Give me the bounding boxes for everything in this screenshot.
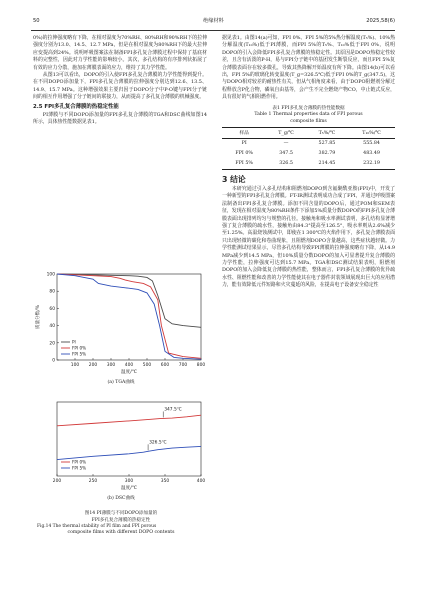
x-tick-label: 300: [124, 479, 134, 484]
table-row: [222, 139, 395, 149]
table-cell: 382.79: [318, 151, 336, 157]
x-tick-label: 200: [88, 363, 98, 368]
x-tick-label: 100: [70, 363, 80, 368]
header-rule: [31, 30, 395, 31]
thermal-table: [222, 127, 395, 169]
annotation-label: 347.5℃: [164, 407, 182, 413]
paragraph-thermal: PI薄膜与不同DOPO添加量的FPI多孔复合薄膜的TGA和DSC曲线如图14所示，具体热性能数据见表1。: [33, 112, 207, 126]
table-header-cell: T₅%/℃: [306, 128, 348, 139]
table-caption: [222, 106, 395, 126]
table-caption-en-2: composite films: [290, 118, 327, 124]
table-row: [222, 149, 395, 159]
table-cell: 555.84: [363, 141, 380, 147]
dsc-caption: (b) DSC曲线: [107, 496, 135, 501]
table-cell: 527.85: [318, 141, 336, 147]
table-cell: FPI 5%: [222, 159, 266, 169]
x-tick-label: 400: [196, 479, 206, 484]
x-tick-label: 700: [178, 363, 188, 368]
series-line-PI: [57, 274, 201, 327]
page-number: 50: [33, 18, 40, 24]
intro-paragraph: 0%)的拉伸强度略有下降，在相对湿度为70%RH、80%RH和90%RH下的拉伸强度分别为13.0、14.5、12.7 MPa，但是在相对湿度为80%RH下的最大拉伸应变提高到24%。说明呼吸图案法在制备FPI多孔复合薄膜过程中保持了基底材料的完整性，因此对力学性能的影响较小。其次，多孔结构的有序排列状拓展了有效的应力分散，施加在薄膜表面的应力，维持了其力学性能。: [33, 35, 207, 71]
y-axis-label: 质量分数/%: [36, 304, 41, 330]
table-cell: 326.5: [266, 159, 305, 169]
table-cell: FPI 0%: [235, 151, 253, 157]
x-axis-label: 温度/℃: [121, 486, 137, 491]
journal-title: 绝缘材料: [203, 18, 224, 24]
table-cell: 214.45: [306, 159, 348, 169]
x-tick-label: 600: [160, 363, 170, 368]
table-cell: —: [283, 141, 289, 147]
x-tick-label: 400: [124, 363, 134, 368]
x-tick-label: 800: [196, 363, 206, 368]
table-header-cell: T₁₀%/℃: [348, 128, 395, 139]
right-column: [222, 35, 395, 290]
paragraph-analysis: 据见表1。由图14(a)可知，FPI 0%、FPI 5%的5%热分解温度(T₅%)、10%热分解温度(T₁₀%)低于PI薄膜，而FPI 5%的T₅%、T₁₀%低于FPI 0%，说明DOPO的引入会降低FPI多孔复合薄膜的热稳定性。其原因是DOPO热稳定性较差，且含有活泼的P-H，易与FPI分子链中的基团发生断裂反应，而且FPI 5%复合薄膜表面存在较多微孔，导致其热降解开始温度有所下降。由图14(b)可以看出，FPI 5%的玻璃化转变温度(T_g=326.5℃)低于FPI 0%的T_g(347.5)，这与DOPO相对较差的耐热性有关，但从气相角度来看，由于DOPO阻燃剂分解过程释放含P化合物，磷氧自由基等，会产生不完全燃烧产物CO，中止链式反应，具有很好的气相阻燃作用。: [222, 35, 395, 101]
figure-caption-cn-1: 图14 PI薄膜与不同DOPO添加量的: [84, 511, 158, 516]
x-tick-label: 500: [142, 363, 152, 368]
conclusion-paragraph: 本研究通过引入多孔结构和阻燃剂DOPO到含氟聚酰亚胺(FPI)中，开发了一种新型的FPI多孔复合薄膜。FT-IR测试表明成功合成了FPI，并通过呼吸图案法制备出FPI多孔复合薄膜。添加不同含量的DOPO后，通过POM和SEM表征，发现在相对湿度为80%RH条件下添加5%质量分数DOPO的FPI多孔复合薄膜表面出现排列均匀与规整的孔径。接触角和吸水率测试表明，多孔结构显著增强了复合薄膜的疏水性，接触角由84.3°提高至126.5°，吸水率则从2.6%减少至1.25%。高温烧蚀测试中，即使在1 300℃的火焰作用下，多孔复合薄膜表面只出现轻微的碳化和卷曲现象，且阻燃剂DOPO含量越高，这些症状越轻微。力学性能测试结果显示，尽管多孔结构导致FPI薄膜的拉伸强度略有下降，从14.9 MPa减少到14.5 MPa，但10%质量分数DOPO的加入可显著提升复合薄膜的力学性能，拉伸强度可达到15.7 MPa。TGA和DSC测试结果表明，阻燃剂DOPO的加入会降低复合薄膜的热性能，整体而言，FPI多孔复合薄膜的优异疏水性、阻燃性能和改善的力学性能使其在电子器件封装领域展现出巨大的应用潜力，能有效降低元件短路和火灾蔓延的风险，在提高电子设备安全稳定性: [222, 185, 395, 289]
paragraph-fig13: 从图13可以看出，DOPO的引入使FPI多孔复合薄膜的力学性能得到提升。在不同DOPO添加量下，FPI多孔复合薄膜的拉伸强度分别达到12.6、13.5、14.9、15.7 MPa。这种增强效果主要归因于DOPO分子中P-O键与FPI分子链间的相互作用增强了分子链间的联接力，从而提高了多孔复合薄膜的机械强度。: [33, 72, 207, 101]
figure-caption-en-2: composite films with different DOPO contents: [67, 530, 175, 536]
y-tick-label: 80: [49, 289, 55, 295]
annotation-label: 326.5℃: [149, 440, 167, 446]
tga-chart: [33, 268, 209, 380]
x-tick-label: 200: [52, 479, 62, 484]
table-header-cell: 样品: [222, 128, 266, 139]
dsc-chart: [33, 398, 209, 496]
tga-caption: (a) TGA曲线: [107, 380, 135, 385]
figure-caption-en-1: Fig.14 The thermal stability of PI film and FPI porous: [37, 524, 157, 530]
legend-label: FPI 5%: [72, 465, 87, 471]
table-cell: PI: [241, 141, 247, 147]
legend-label: FPI 0%: [72, 345, 87, 351]
table-caption-cn: 表1 FPI多孔复合薄膜的热性能数据: [272, 105, 345, 111]
figure-caption-cn-2: FPI多孔复合薄膜的热稳定性: [91, 517, 151, 523]
legend-label: FPI 0%: [72, 459, 87, 465]
legend-label: FPI 5%: [72, 351, 87, 357]
conclusion-heading: 3 结论: [222, 174, 246, 184]
series-line-FPI0: [57, 415, 201, 426]
y-tick-label: 100: [46, 272, 55, 278]
table-header-row: [222, 128, 395, 139]
series-line-FPI5: [57, 446, 201, 459]
table-header-cell: T_g/℃: [266, 128, 305, 139]
issue-label: 2025,58(6): [366, 18, 395, 24]
y-tick-label: 0: [52, 358, 55, 364]
table-caption-en-1: Table 1 Thermal properties data of FPI porous: [254, 112, 363, 118]
table-row: [222, 159, 395, 169]
y-tick-label: 20: [49, 341, 55, 347]
table-cell: 347.5: [279, 151, 293, 157]
x-tick-label: 300: [106, 363, 116, 368]
left-column: [33, 35, 207, 127]
section-heading-2-5: 2.5 FPI多孔复合薄膜的热稳定性能: [33, 103, 119, 110]
table-cell: 483.49: [363, 151, 380, 157]
figure-caption: [33, 511, 209, 537]
x-axis-label: 温度/℃: [121, 370, 137, 375]
x-tick-label: 250: [88, 479, 98, 484]
table-cell: 232.19: [348, 159, 395, 169]
x-tick-label: 350: [160, 479, 170, 484]
legend-label: PI: [72, 339, 76, 345]
y-tick-label: 40: [49, 324, 55, 330]
y-tick-label: 60: [49, 306, 55, 312]
